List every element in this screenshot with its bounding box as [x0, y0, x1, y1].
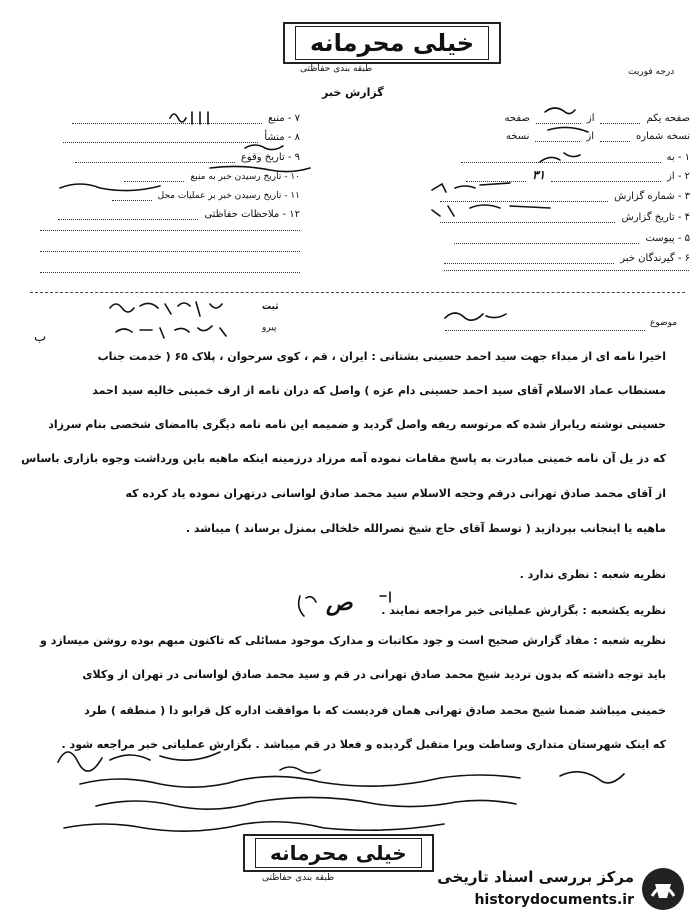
report-title: گزارش خبر [322, 86, 384, 99]
field-news-to-ops-label: ۱۱ - تاریخ رسیدن خبر بر عملیات محل [157, 191, 300, 201]
field-report-date-label: ۴ - تاریخ گزارش [621, 212, 690, 223]
archive-logo-icon [640, 866, 686, 912]
field-from-label: ۲ - از [667, 171, 690, 182]
field-security-notes-label: ۱۲ - ملاحظات حفاظتی [204, 209, 300, 220]
field-origin-label: ۸ - منشأ [264, 132, 300, 143]
field-source-label: ۷ - منبع [267, 113, 300, 124]
body-line: مستطاب عماد الاسلام آقای سید احمد حسینی دام عزه ) واصل که دران نامه از ارف خمینی خالیه سید احمد [92, 384, 666, 397]
classification-sub-bottom: طبقه بندی حفاظتی [262, 873, 335, 883]
classification-sub-top: طبقه بندی حفاظتی [300, 64, 373, 74]
field-to-label: ۱ - به [666, 152, 690, 163]
field-report-number-label: ۳ - شماره گزارش [614, 191, 690, 202]
field-attachment-label: ۵ - پیوست [645, 233, 690, 244]
opinion-line: نظریه یکشعبه : بگزارش عملیاتی خبر مراجعه نمایند . [381, 604, 666, 617]
field-copy-mid: از [586, 131, 595, 142]
handwritten-initial: ص [326, 590, 353, 616]
field-page-mid: از [586, 113, 595, 124]
body-line: ماهیه یا اینجانب بپردازید ( توسط آقای حاج شیخ نصرالله خلخالی بمنزل برساند ) میباشد . [185, 522, 666, 535]
opinion-line: خمینی میباشد ضمنا شیخ محمد صادق تهرانی همان فردیست که با موافقت اداره کل قرابو دا ( منطقه ) طرد [84, 704, 666, 717]
classification-text-bottom: خیلی محرمانه [255, 838, 422, 868]
field-event-date-label: ۹ - تاریخ وقوع [240, 152, 300, 163]
body-line: که دز یل آن نامه خمینی مبادرت به پاسخ مقامات نموده آمه مرزاد درزمینه اینکه ماهیه باین ورداشت وجوه بازاری باساس [21, 452, 666, 465]
bullet-letter: ب [34, 330, 47, 345]
archive-website: historydocuments.ir [474, 892, 634, 908]
field-page-end: صفحه [504, 113, 530, 124]
opinion-line: نظریه شعبه : مفاد گزارش صحیح است و جود مکاتبات و مدارک موجود مسائلی که تاکنون مبهم بوده روشن میسازد و [40, 634, 666, 647]
archive-center-name: مرکز بررسی اسناد تاریخی [437, 868, 634, 886]
priority-label: درجه فوریت [628, 67, 675, 77]
sabt-label: ثبت [262, 302, 279, 312]
field-recipients-label: ۶ - گیرندگان خبر [620, 253, 690, 264]
archive-watermark [400, 862, 690, 918]
body-line: اخیرا نامه ای از مبداء جهت سید احمد حسینی بشتاتی : ایران ، قم ، کوی سرحوان ، پلاک ۶۵ ( خدمت جناب [97, 350, 666, 363]
field-copy-end: نسخه [505, 131, 530, 142]
field-page-label: صفحه یکم [646, 113, 690, 124]
field-news-to-source-label: ۱۰ - تاریخ رسیدن خبر به منبع [190, 172, 300, 182]
opinion-line: که اینک شهرستان متداری وساطت ویرا متقبل گردیده و فعلا در قم میباشد . بگزارش عملیاتی خبر مراجعه شود . [61, 738, 666, 751]
classification-text: خیلی محرمانه [295, 26, 489, 60]
opinion-line: نظریه شعبه : نظری ندارد . [519, 568, 666, 581]
body-line: از آقای محمد صادق تهرانی درقم وحجه الاسلام سید محمد صادق لواسانی درتهران نموده یاد کرده که [125, 487, 666, 500]
body-line: حسینی نوشته ریابراز شده که مرتوسه ریفه واصل گردید و ضمیمه این نامه نامه دیگری باامضای شخصی بنام سرزاد [48, 418, 666, 431]
opinion-line: باید توجه داشته که بدون تردید شیخ محمد صادق تهرانی در قم و سید محمد صادق لواسانی در تهران از وکلای [82, 668, 666, 681]
subject-label: موضوع [650, 318, 678, 328]
field-from-value: ۳۱ [532, 168, 546, 182]
peyro-label: پیرو [262, 323, 277, 333]
field-copy-label: نسخه شماره [636, 131, 690, 142]
